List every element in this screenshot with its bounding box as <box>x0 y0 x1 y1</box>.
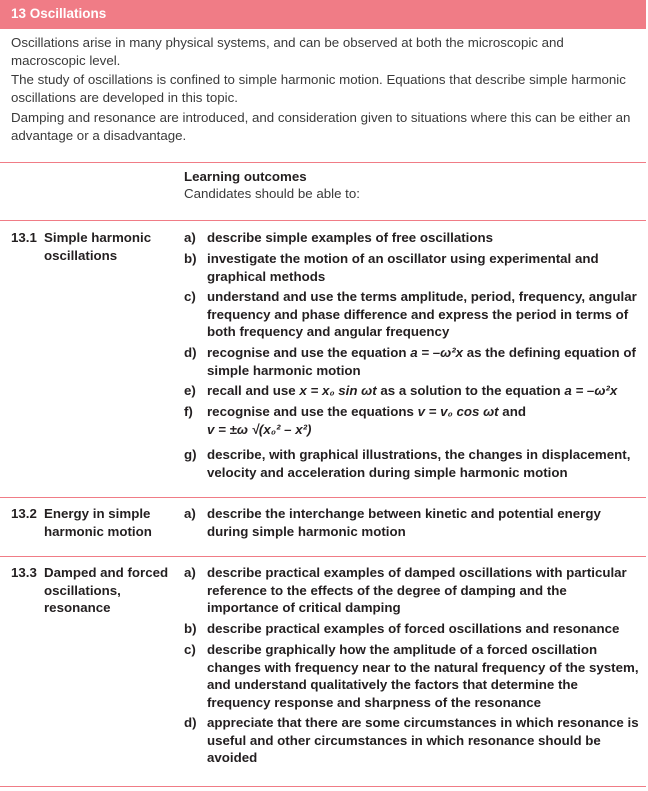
learning-outcomes-subheading: Candidates should be able to: <box>184 186 360 201</box>
item-letter: f) <box>184 404 193 419</box>
divider <box>0 556 646 557</box>
item-letter: b) <box>184 621 197 636</box>
learning-outcome-item <box>207 403 641 438</box>
section-number: 13.2 <box>11 506 37 521</box>
item-text: recognise and use the equations <box>207 404 418 419</box>
divider <box>0 162 646 163</box>
item-text: and <box>498 404 526 419</box>
section-title: Damped and forced oscillations, resonance <box>44 565 169 615</box>
intro-paragraph: The study of oscillations is confined to simple harmonic motion. Equations that describe simple harmonic oscillations are developed in this topic. <box>11 72 626 105</box>
item-letter: a) <box>184 506 196 521</box>
learning-outcome-item: describe practical examples of forced oscillations and resonance <box>207 621 620 636</box>
learning-outcome-item: describe simple examples of free oscillations <box>207 230 493 245</box>
learning-outcomes-heading: Learning outcomes <box>184 169 307 184</box>
equation: v = ±ω √(x₀² – x²) <box>207 421 312 437</box>
item-letter: c) <box>184 642 196 657</box>
section-number: 13.1 <box>11 230 37 245</box>
item-letter: g) <box>184 447 197 462</box>
item-letter: e) <box>184 383 196 398</box>
intro-paragraph: Oscillations arise in many physical systems, and can be observed at both the microscopic and macroscopic level. <box>11 35 564 68</box>
item-letter: b) <box>184 251 197 266</box>
learning-outcome-item: understand and use the terms amplitude, period, frequency, angular frequency and phase difference and express the period in terms of both frequency and angular frequency <box>207 289 637 339</box>
item-letter: d) <box>184 715 197 730</box>
learning-outcome-item: describe the interchange between kinetic and potential energy during simple harmonic motion <box>207 506 601 539</box>
page-title: 13 Oscillations <box>11 6 107 21</box>
item-letter: a) <box>184 565 196 580</box>
divider <box>0 220 646 221</box>
learning-outcome-item: investigate the motion of an oscillator using experimental and graphical methods <box>207 251 599 284</box>
item-text: as the defining equation of simple harmonic motion <box>207 345 636 378</box>
item-letter: a) <box>184 230 196 245</box>
section-title: Energy in simple harmonic motion <box>44 506 152 539</box>
item-letter: d) <box>184 345 197 360</box>
section-banner <box>0 0 646 29</box>
learning-outcome-item: appreciate that there are some circumstances in which resonance is useful and other circumstances in which resonance should be avoided <box>207 715 639 765</box>
learning-outcome-item: describe graphically how the amplitude of a forced oscillation changes with frequency near to the natural frequency of the system, and understand qualitatively the factors that determine the frequency response and sharpness of the resonance <box>207 642 639 710</box>
divider <box>0 497 646 498</box>
item-letter: c) <box>184 289 196 304</box>
section-number: 13.3 <box>11 565 37 580</box>
equation: a = –ω²x <box>564 383 618 398</box>
item-text: as a solution to the equation <box>376 383 565 398</box>
learning-outcome-item <box>207 382 641 400</box>
item-text: recall and use <box>207 383 300 398</box>
equation: x = x₀ sin ωt <box>299 383 377 398</box>
learning-outcome-item: describe practical examples of damped oscillations with particular reference to the effects of the degree of damping and the importance of critical damping <box>207 565 627 615</box>
learning-outcome-item <box>207 344 641 379</box>
section-title: Simple harmonic oscillations <box>44 230 152 263</box>
equation: a = –ω²x <box>410 345 464 360</box>
divider <box>0 786 646 787</box>
learning-outcome-item: describe, with graphical illustrations, the changes in displacement, velocity and acceleration during simple harmonic motion <box>207 447 631 480</box>
intro-paragraph: Damping and resonance are introduced, and consideration given to situations where this can be either an advantage or a disadvantage. <box>11 110 631 143</box>
equation: v = v₀ cos ωt <box>417 404 499 419</box>
item-text: recognise and use the equation <box>207 345 411 360</box>
